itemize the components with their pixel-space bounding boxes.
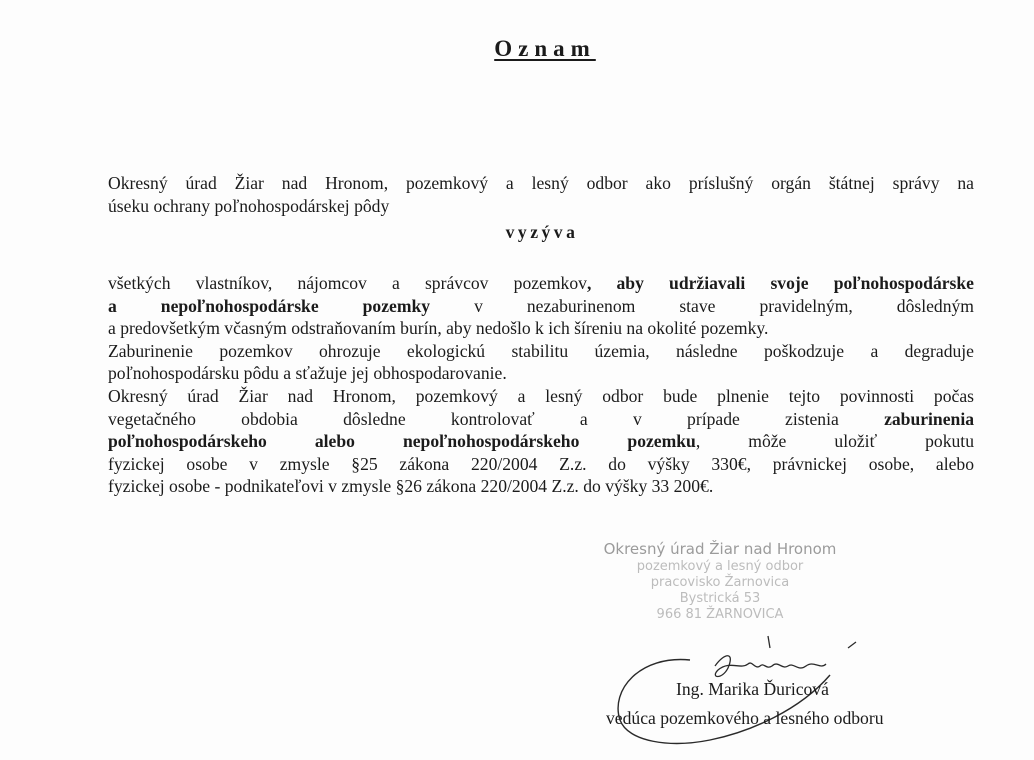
- line-7-bold: zaburinenia: [884, 408, 974, 429]
- paragraph-line-6: Okresný úrad Žiar nad Hronom, pozemkový a lesný odbor bude plnenie tejto povinnosti počas: [108, 385, 974, 406]
- stamp-line-3: pracovisko Žarnovica: [650, 575, 790, 590]
- signatory-name: Ing. Marika Ďuricová: [676, 679, 829, 699]
- intro-paragraph: [108, 172, 974, 217]
- paragraph-line-9: fyzickej osobe v zmysle §25 zákona 220/2004 Z.z. do výšky 330€, právnickej osobe, alebo: [108, 453, 974, 474]
- signatory-role: vedúca pozemkového a lesného odboru: [606, 708, 884, 728]
- stamp-line-5: 966 81 ŽARNOVICA: [656, 607, 784, 622]
- line-7-text: vegetačného obdobia dôsledne kontrolovať a v prípade zistenia: [108, 408, 885, 429]
- paragraph-line-8: [108, 430, 974, 453]
- stamp-line-1: Okresný úrad Žiar nad Hronom: [603, 540, 837, 558]
- stamp-line-4: Bystrická 53: [679, 591, 761, 606]
- line-1-text: všetkých vlastníkov, nájomcov a správcov pozemkov: [108, 273, 587, 293]
- paragraph-line-3: a predovšetkým včasným odstraňovaním burín, aby nedošlo k ich šíreniu na okolité pozemky.: [108, 318, 769, 339]
- verb-heading: vyzýva: [505, 222, 579, 242]
- paragraph-line-2: [108, 295, 974, 318]
- line-1-bold: , aby udržiavali svoje poľnohospodárske: [586, 273, 974, 293]
- paragraph-line-7: [108, 408, 974, 431]
- paragraph-line-5: poľnohospodársku pôdu a sťažuje jej obhospodarovanie.: [108, 363, 507, 384]
- intro-line-2: úseku ochrany poľnohospodárskej pôdy: [108, 195, 390, 216]
- paragraph-line-10: fyzickej osobe - podnikateľovi v zmysle §26 zákona 220/2004 Z.z. do výšky 33 200€.: [108, 476, 714, 497]
- paragraph-line-4: Zaburinenie pozemkov ohrozuje ekologickú stabilitu územia, následne poškodzuje a degraduje: [108, 340, 974, 361]
- paragraph-line-1: [108, 272, 974, 295]
- line-8-bold: poľnohospodárskeho alebo nepoľnohospodárskeho pozemku: [108, 431, 696, 452]
- intro-line-1: Okresný úrad Žiar nad Hronom, pozemkový a lesný odbor ako príslušný orgán štátnej správy na: [108, 173, 974, 193]
- office-stamp: [560, 540, 880, 623]
- line-8-text: , môže uložiť pokutu: [695, 431, 974, 452]
- document-title: Oznam: [494, 36, 596, 61]
- main-paragraph: [108, 272, 974, 498]
- line-2-text: v nezaburinenom stave pravidelným, dôsledným: [430, 295, 974, 316]
- line-2-bold: a nepoľnohospodárske pozemky: [108, 295, 431, 316]
- stamp-line-2: pozemkový a lesný odbor: [636, 559, 804, 574]
